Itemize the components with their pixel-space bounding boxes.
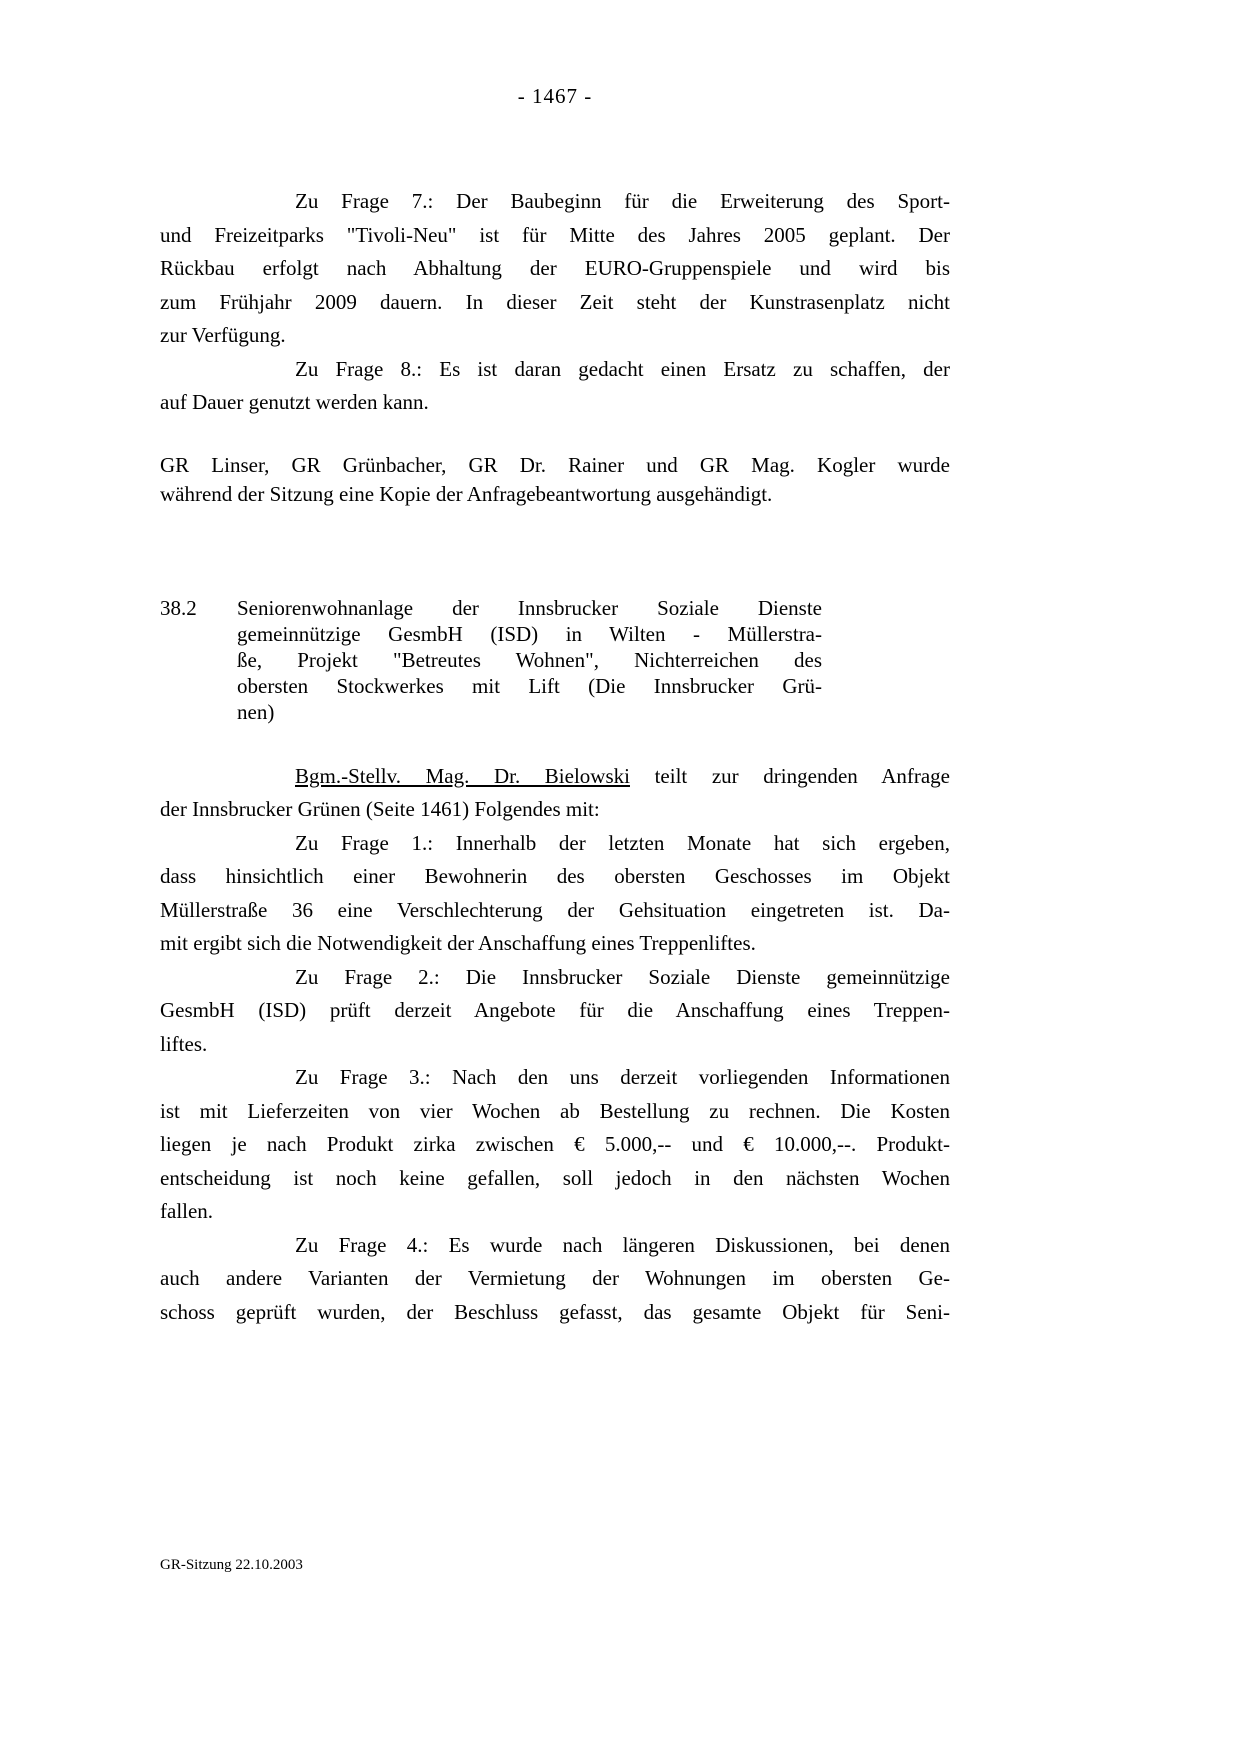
paragraph-frage4: [160, 1229, 950, 1330]
text-line: liftes.: [160, 1031, 208, 1056]
text-line: Seniorenwohnanlage der Innsbrucker Soziale Dienste: [237, 595, 822, 620]
text-span: teilt zur dringenden Anfrage: [629, 763, 951, 788]
text-line: und Freizeitparks "Tivoli-Neu" ist für Mitte des Jahres 2005 geplant. Der: [160, 222, 950, 247]
text-line: mit ergibt sich die Notwendigkeit der Anschaffung eines Treppenliftes.: [160, 931, 756, 955]
text-line: der Innsbrucker Grünen (Seite 1461) Folgendes mit:: [160, 797, 600, 821]
text-line: Zu Frage 4.: Es wurde nach längeren Diskussionen, bei denen: [295, 1232, 950, 1257]
text-line: dass hinsichtlich einer Bewohnerin des obersten Geschosses im Objekt: [160, 864, 950, 888]
paragraph-frage7: [160, 185, 950, 353]
text-line: GR Linser, GR Grünbacher, GR Dr. Rainer und GR Mag. Kogler wurde: [160, 452, 950, 477]
paragraph-frage2: [160, 961, 950, 1062]
text-line: GesmbH (ISD) prüft derzeit Angebote für die Anschaffung eines Treppen-: [160, 998, 950, 1022]
paragraph-answer-intro: [160, 760, 950, 827]
text-line: Zu Frage 3.: Nach den uns derzeit vorliegenden Informationen: [295, 1065, 950, 1089]
text-line: auch andere Varianten der Vermietung der Wohnungen im obersten Ge-: [160, 1266, 950, 1290]
text-line: Zu Frage 8.: Es ist daran gedacht einen Ersatz zu schaffen, der: [295, 356, 950, 381]
text-line: zur Verfügung.: [160, 323, 286, 347]
section-title: [237, 595, 822, 725]
text-line: fallen.: [160, 1199, 214, 1223]
text-line: ist mit Lieferzeiten von vier Wochen ab Bestellung zu rechnen. Die Kosten: [160, 1098, 950, 1123]
text-line: gemeinnützige GesmbH (ISD) in Wilten - Müllerstra-: [237, 621, 822, 646]
text-line: [160, 760, 950, 794]
text-line: ße, Projekt "Betreutes Wohnen", Nichterreichen des: [237, 647, 822, 672]
text-line: nen): [237, 699, 275, 724]
text-line: obersten Stockwerkes mit Lift (Die Innsbrucker Grü-: [237, 673, 822, 698]
section-heading-38-2: [160, 595, 950, 725]
text-line: Zu Frage 2.: Die Innsbrucker Soziale Dienste gemeinnützige: [295, 964, 950, 989]
text-line: schoss geprüft wurden, der Beschluss gefasst, das gesamte Objekt für Seni-: [160, 1299, 950, 1324]
text-column: [160, 185, 950, 1329]
text-line: Zu Frage 1.: Innerhalb der letzten Monate hat sich ergeben,: [295, 830, 950, 855]
text-line: Müllerstraße 36 eine Verschlechterung der Gehsituation eingetreten ist. Da-: [160, 897, 950, 922]
text-line: entscheidung ist noch keine gefallen, soll jedoch in den nächsten Wochen: [160, 1165, 950, 1190]
paragraph-frage3: [160, 1061, 950, 1229]
text-line: zum Frühjahr 2009 dauern. In dieser Zeit steht der Kunstrasenplatz nicht: [160, 289, 950, 314]
page-number: - 1467 -: [517, 84, 593, 108]
page-footer: GR-Sitzung 22.10.2003: [160, 1557, 303, 1573]
text-line: auf Dauer genutzt werden kann.: [160, 390, 429, 414]
paragraph-frage1: [160, 827, 950, 961]
text-line: während der Sitzung eine Kopie der Anfragebeantwortung ausgehändigt.: [160, 481, 773, 506]
text-line: Rückbau erfolgt nach Abhaltung der EURO-Gruppenspiele und wird bis: [160, 256, 950, 280]
speaker-name: Bgm.-Stellv. Mag. Dr. Bielowski: [295, 763, 630, 788]
text-line: liegen je nach Produkt zirka zwischen € 5.000,-- und € 10.000,--. Produkt-: [160, 1132, 950, 1156]
section-number: 38.2: [160, 595, 197, 620]
paragraph-frage8: [160, 353, 950, 420]
text-line: Zu Frage 7.: Der Baubeginn für die Erweiterung des Sport-: [295, 189, 950, 213]
paragraph-handout: [160, 451, 950, 509]
